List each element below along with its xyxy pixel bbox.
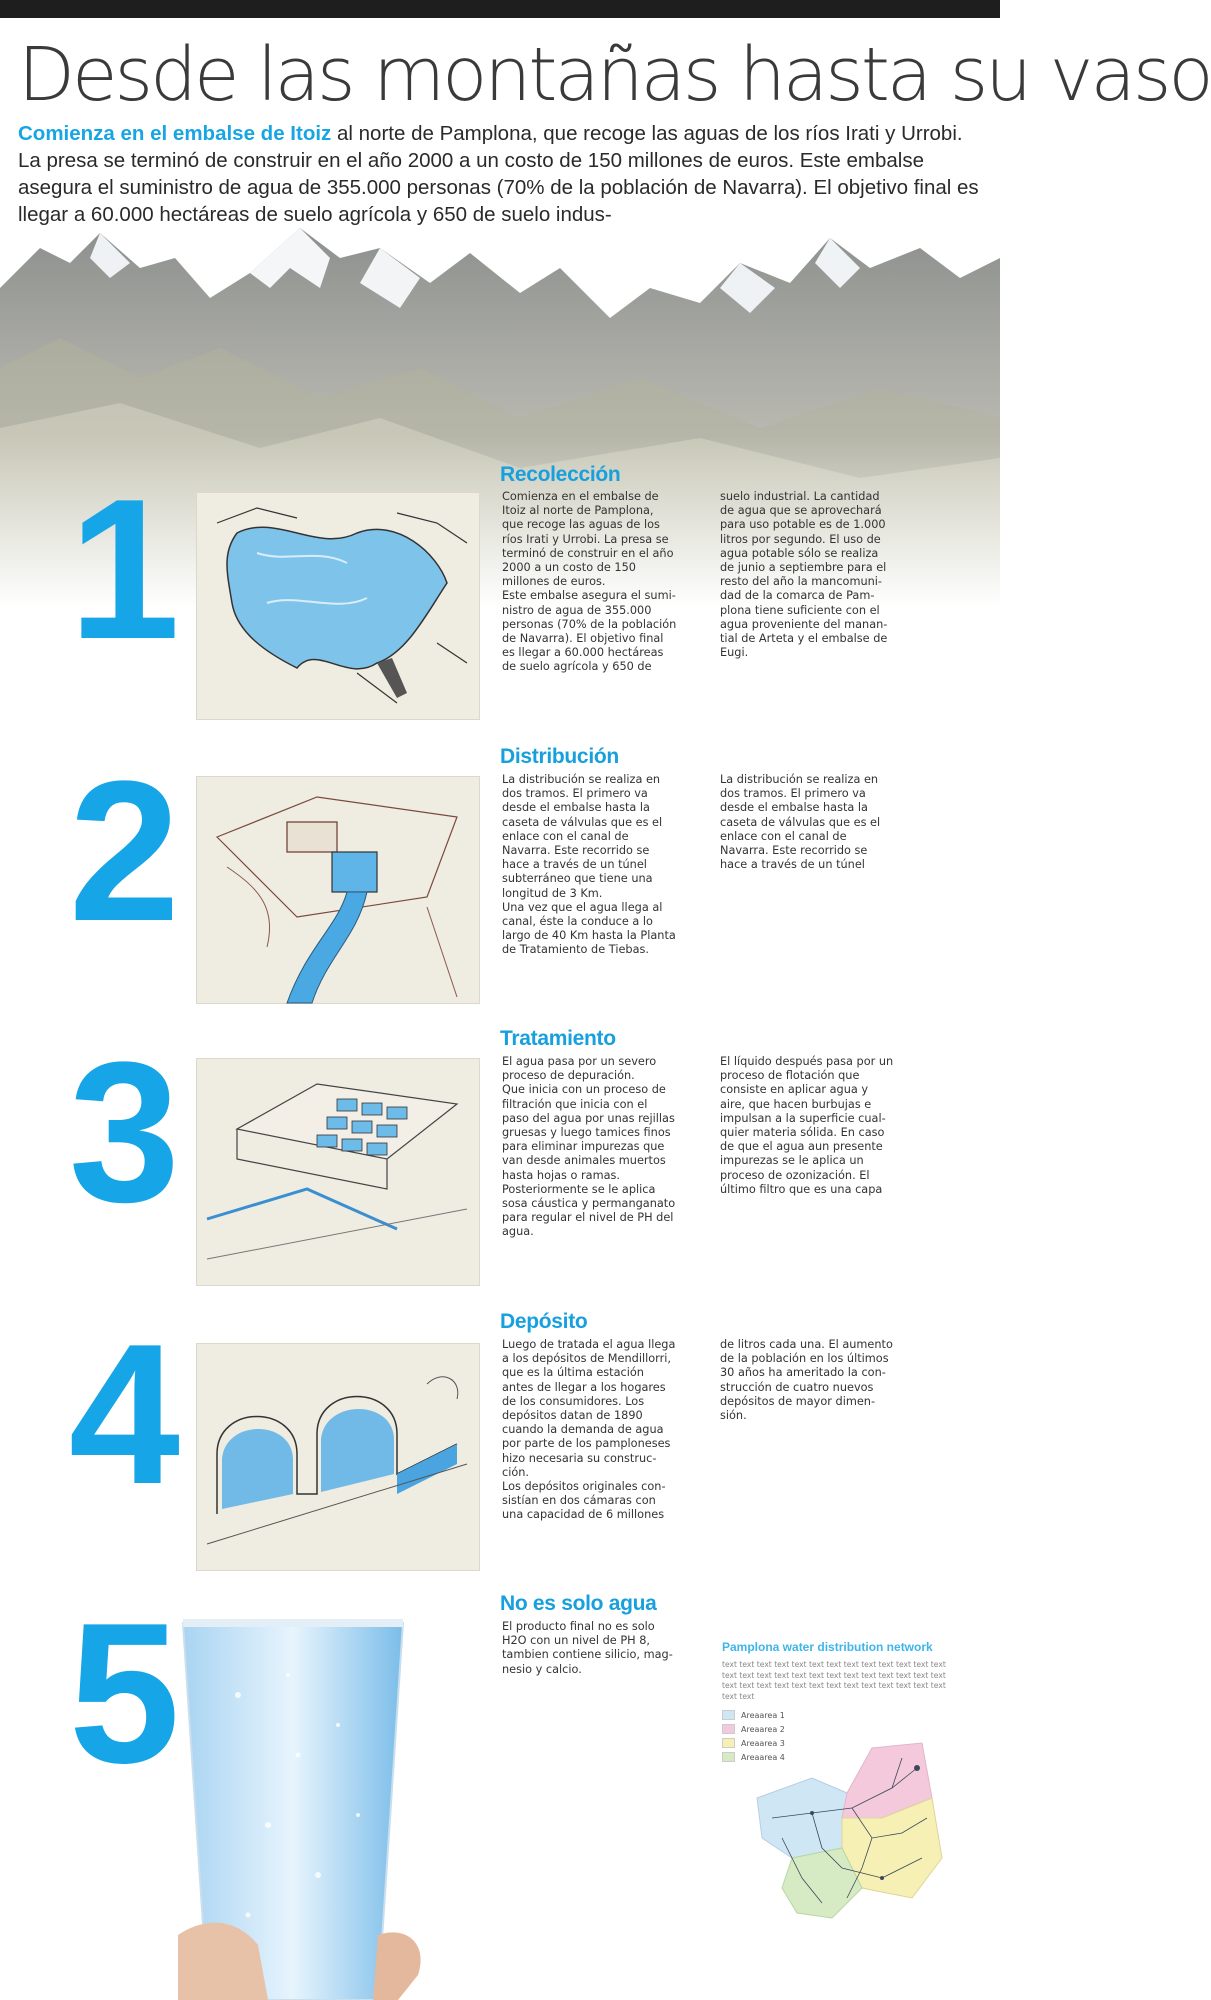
legend-swatch	[722, 1738, 735, 1748]
legend-label: Areaarea 3	[741, 1738, 785, 1748]
intro-body: al norte de Pamplona, que recoge las aguas de los ríos Irati y Urrobi. La presa se terminó de construir en el año 2000 a un costo de 150 millones de euros. Este embalse asegura el suministro de agua de 355.000 personas (70% de la población de Navarra). El objetivo final es llegar a 60.000 hectáreas de suelo agrícola y 650 de suelo indus-	[18, 122, 979, 226]
intro-lead: Comienza en el embalse de Itoiz	[18, 122, 332, 145]
legend-label: Areaarea 2	[741, 1724, 785, 1734]
step-number: 5	[68, 1582, 170, 1805]
step-number: 1	[68, 458, 170, 681]
legend-item	[722, 1708, 842, 1722]
step-text-column-1: El agua pasa por un severo proceso de depuración. Que inicia con un proceso de filtración que inicia con el paso del agua por unas rejillas gruesas y luego tamices finos para eliminar impurezas que van desde animales muertos hasta hojas o ramas. Posteriormente se le aplica sosa cáustica y permanganato para regular el nivel de PH del agua.	[502, 1055, 676, 1239]
step-number: 3	[68, 1021, 170, 1244]
water-glass-image	[178, 1615, 478, 2000]
map-area-1	[757, 1778, 847, 1858]
reservoir-sketch	[196, 492, 480, 720]
step-number: 4	[68, 1303, 170, 1526]
step-heading: Distribución	[500, 745, 619, 768]
legend-swatch	[722, 1724, 735, 1734]
step-heading: Tratamiento	[500, 1027, 616, 1050]
legend-label: Areaarea 1	[741, 1710, 785, 1720]
legend-swatch	[722, 1710, 735, 1720]
step-heading: No es solo agua	[500, 1592, 657, 1615]
legend-swatch	[722, 1752, 735, 1762]
step-text-column-2: suelo industrial. La cantidad de agua que se aprovechará para uso potable es de 1.000 litros por segundo. El uso de agua potable sólo se realiza de junio a septiembre para el resto del año la mancomuni- dad de la comarca de Pam- plona tiene suficiente con el agua proveniente del manan- tial de Arteta y el embalse de Eugi.	[720, 490, 888, 660]
step-text-column-1: El producto final no es solo H2O con un nivel de PH 8, tambien contiene silicio, mag- nesio y calcio.	[502, 1620, 673, 1676]
legend-label: Areaarea 4	[741, 1752, 785, 1762]
step-text-column-2: El líquido después pasa por un proceso de flotación que consiste en aplicar agua y aire, que hacen burbujas e impulsan a la superficie cual- quier materia sólida. En caso de que el agua aun presente impurezas se le aplica un proceso de ozonización. El último filtro que es una capa	[720, 1055, 894, 1196]
page-title: Desde las montañas hasta su vaso	[18, 32, 1211, 118]
step-text-column-2: de litros cada una. El aumento de la población en los últimos 30 años ha ameritado la con- strucción de cuatro nuevos depósitos de mayor dimen- sión.	[720, 1338, 893, 1423]
step-text-column-2: La distribución se realiza en dos tramos. El primero va desde el embalse hasta la caseta de válvulas que es el enlace con el canal de Navarra. Este recorrido se hace a través de un túnel	[720, 773, 881, 872]
step-heading: Depósito	[500, 1310, 588, 1333]
distribution-network-map	[752, 1738, 952, 1924]
treatment-plant-sketch	[196, 1058, 480, 1286]
step-text-column-1: Comienza en el embalse de Itoiz al norte de Pamplona, que recoge las aguas de los ríos Irati y Urrobi. La presa se terminó de construir en el año 2000 a un costo de 150 millones de euros. Este embalse asegura el sumi- nistro de agua de 355.000 personas (70% de la población de Navarra). El objetivo final es llegar a 60.000 hectáreas de suelo agrícola y 650 de	[502, 490, 677, 674]
step-text-column-1: Luego de tratada el agua llega a los depósitos de Mendillorri, que es la última estación antes de llegar a los hogares de los consumidores. Los depósitos datan de 1890 cuando la demanda de agua por parte de los pamploneses hizo necesaria su construc- ción. Los depósitos originales con- sistían en dos cámaras con una capacidad de 6 millones	[502, 1338, 676, 1522]
step-heading: Recolección	[500, 463, 621, 486]
intro-paragraph	[18, 120, 983, 228]
top-bar	[0, 0, 1000, 18]
map-placeholder-text: text text text text text text text text text text text text text text text text text text text text text text text text text text text text text text text text text text text text text text text text text	[722, 1660, 946, 1701]
legend-item	[722, 1722, 842, 1736]
canal-sketch	[196, 776, 480, 1004]
step-text-column-1: La distribución se realiza en dos tramos. El primero va desde el embalse hasta la caseta de válvulas que es el enlace con el canal de Navarra. Este recorrido se hace a través de un túnel subterráneo que tiene una longitud de 3 Km. Una vez que el agua llega al canal, éste la conduce a lo largo de 40 Km hasta la Planta de Tratamiento de Tiebas.	[502, 773, 676, 957]
step-number: 2	[68, 740, 170, 963]
map-title: Pamplona water distribution network	[722, 1640, 933, 1654]
deposit-tanks-sketch	[196, 1343, 480, 1571]
